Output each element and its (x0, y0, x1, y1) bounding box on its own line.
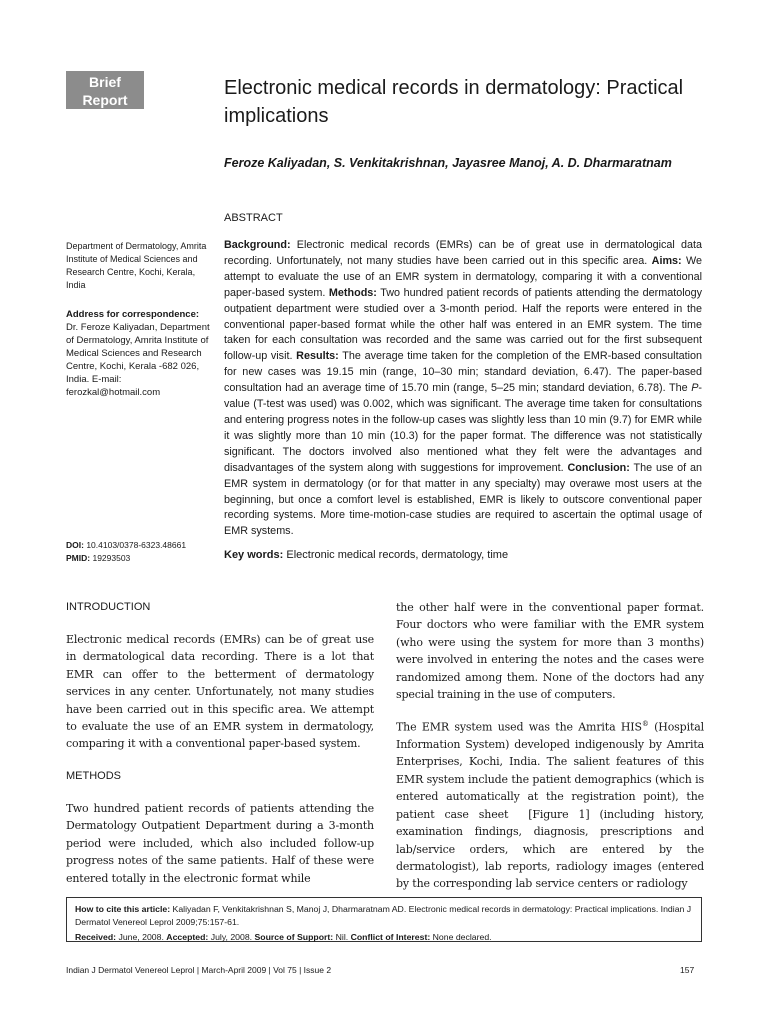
cite-text: Kaliyadan F, Venkitakrishnan S, Manoj J, Dharmaratnam AD. Electronic medical records in dermatology: Practical implications. Indian J Dermatol Venereol Leprol 2009;75:157-61. (75, 904, 692, 927)
keywords-text: Electronic medical records, dermatology, time (286, 549, 509, 561)
abstract-methods-label: Methods: (328, 286, 377, 299)
abstract-p-symbol: P (691, 382, 699, 395)
abstract-results-text-b: -value (T-test was used) was 0.002, which was significant. The average time taken for consultations and entering progress notes in the follow-up cases was slightly less than 10 min (9.7) for EMR while it was slightly more than 10 min (10.3) for the paper format. The difference was not statistically significant. The doctors involved also mentioned what they felt were the advantages and disadvantages of the system along with suggestions for improvement. (224, 382, 702, 474)
identifiers (66, 539, 186, 565)
intro-paragraph: Electronic medical records (EMRs) can be of great use in dermatological data recording. There is a lot that EMR can offer to the betterment of dermatology services in any center. Unfortunately, not many studies have been carried out in this specific area. We attempt to evaluate the use of an EMR system in dermatology, comparing it with a conventional paper-based system. (66, 633, 374, 751)
intro-heading: INTRODUCTION (66, 601, 151, 613)
methods-paragraph: Two hundred patient records of patients attending the Dermatology Outpatient Department during a 3-month period were included, which also included follow-up progress notes of the same patients. Half of these were entered totally in the electronic format while (66, 802, 374, 885)
abstract-background-text: Electronic medical records (EMRs) can be of great use in dermatological data recording. Unfortunately, not many studies have been carried out in this specific area. (224, 239, 703, 267)
methods-heading: METHODS (66, 770, 121, 782)
badge-line-2: Report (82, 92, 128, 108)
abstract-aims-label: Aims: (651, 254, 682, 267)
correspondence-text: Dr. Feroze Kaliyadan, Department of Dermatology, Amrita Institute of Medical Sciences and Research Centre, Kochi, Kerala -682 026, India. E-mail: ferozkal@hotmail.com (66, 322, 210, 398)
accepted-text: July, 2008. (210, 932, 253, 942)
dates-line (75, 931, 693, 944)
pmid-line (66, 552, 186, 565)
correspondence-block (66, 308, 216, 399)
article-title: Electronic medical records in dermatology: Practical implications (224, 77, 684, 127)
abstract-aims-text: We attempt to evaluate the use of an EMR system in dermatology, comparing it with a conventional paper-based system. (224, 254, 703, 299)
correspondence-label: Address for correspondence: (66, 309, 200, 320)
abstract-background-label: Background: (224, 239, 291, 251)
author-list: Feroze Kaliyadan, S. Venkitakrishnan, Jayasree Manoj, A. D. Dharmaratnam (224, 156, 672, 170)
conflict-label: Conflict of Interest: (350, 932, 431, 942)
abstract-text (224, 238, 702, 540)
received-text: June, 2008. (118, 932, 164, 942)
cite-label: How to cite this article: (75, 904, 171, 914)
abstract-methods-text: Two hundred patient records of patients attending the dermatology outpatient department were studied over a 3-month period. Half the reports were entered in the conventional paper-based format while the other half was entered in an EMR system. The time taken for each consultation was recorded and the same was carried out for the first subsequent follow-up visit. (224, 286, 703, 363)
abstract-conclusion-text: The use of an EMR system in dermatology (or for that matter in any specialty) may overawe most users at the beginning, but once a comfort level is established, EMR is likely to outscore conventional paper recording systems. More time-motion-case studies are required to ascertain the optimal usage of EMR systems. (224, 461, 703, 538)
support-label: Source of Support: (254, 932, 334, 942)
right-paragraph-2a: The EMR system used was the Amrita HIS (396, 720, 642, 734)
right-paragraph-1: the other half were in the conventional paper format. Four doctors who were familiar with the EMR system (who were using the system for more than 3 months) were involved in entering the notes and the cases were randomized among them. None of the doctors had any special training in the use of computers. (396, 601, 704, 702)
abstract-heading: ABSTRACT (224, 212, 283, 224)
article-type-badge (66, 71, 144, 109)
keywords (224, 549, 508, 561)
abstract-conclusion-label: Conclusion: (567, 461, 630, 474)
badge-line-1: Brief (89, 74, 121, 90)
citation-box (66, 897, 702, 942)
abstract-results-label: Results: (296, 350, 339, 363)
registered-mark: ® (641, 720, 649, 728)
right-paragraph-2b: (Hospital Information System) developed indigenously by Amrita Enterprises, Kochi, India. The salient features of this EMR system include the patient demographics (which is entered automatically at the registration point), the patient case sheet [Figure 1] (including history, examination findings, diagnosis, prescriptions and lab/service orders, which are entered by the dermatologist), lab reports, radiology images (entered by the corresponding lab service centers or radiology (396, 720, 704, 891)
accepted-label: Accepted: (166, 932, 209, 942)
keywords-label: Key words: (224, 549, 284, 561)
journal-footer: Indian J Dermatol Venereol Leprol | March-April 2009 | Vol 75 | Issue 2 (66, 965, 332, 975)
conflict-text: None declared. (432, 932, 492, 942)
right-paragraph-2 (396, 716, 704, 893)
support-text: Nil. (335, 932, 349, 942)
doi-value: 10.4103/0378-6323.48661 (86, 540, 187, 550)
received-label: Received: (75, 932, 117, 942)
pmid-value: 19293503 (92, 553, 131, 563)
page-number: 157 (680, 965, 695, 975)
doi-line (66, 539, 186, 552)
pmid-label: PMID: (66, 553, 91, 563)
cite-line (75, 903, 693, 928)
doi-label: DOI: (66, 540, 84, 550)
abstract-results-text-a: The average time taken for the completion of the EMR-based consultation for new cases was 19.15 min (range, 10–30 min; standard deviation, 6.47). The paper-based consultation had an average time of 15.70 min (range, 5–25 min; standard deviation, 6.78). The (224, 350, 702, 395)
affiliation: Department of Dermatology, Amrita Institute of Medical Sciences and Research Centre, Kochi, Kerala, India (66, 241, 207, 290)
